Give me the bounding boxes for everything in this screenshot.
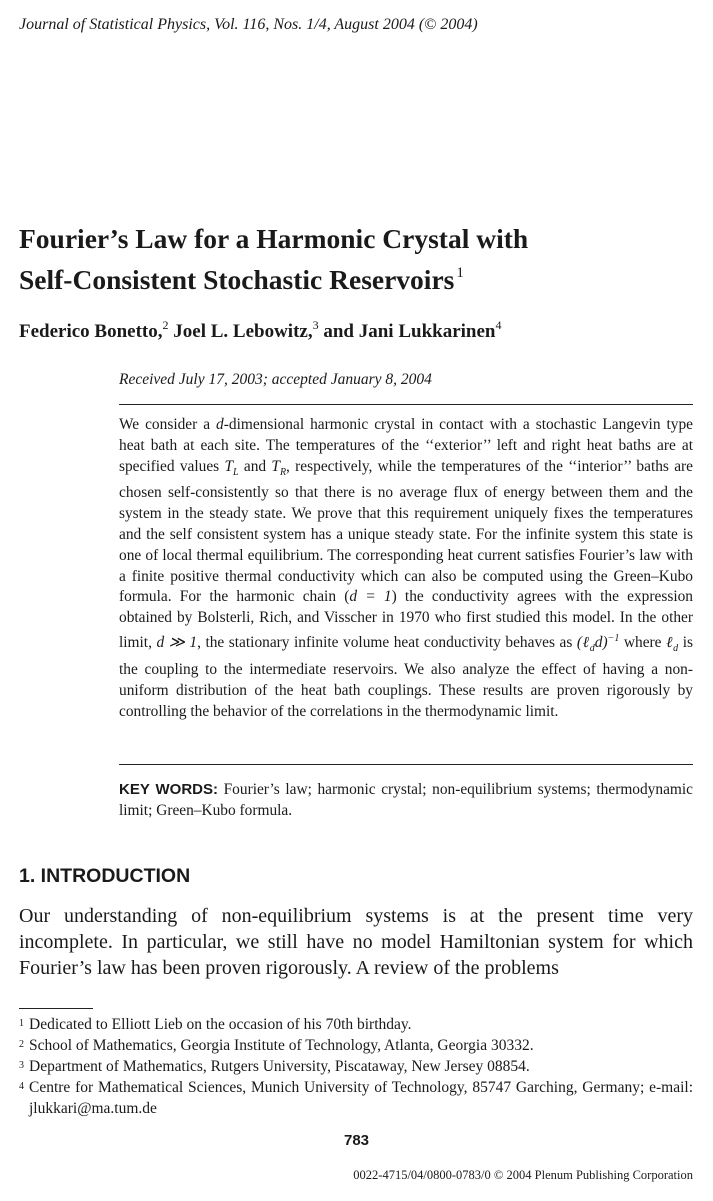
journal-header: Journal of Statistical Physics, Vol. 116, Nos. 1/4, August 2004 (© 2004) bbox=[19, 16, 478, 33]
abstract-text: ) the conductivity agrees with the expression obtained by Bolsterli, Rich, and Visscher in 1970 who first studied this model. In the other limit, bbox=[119, 588, 693, 652]
title-footnote-mark: 1 bbox=[456, 265, 464, 281]
footnote-text: School of Mathematics, Georgia Institute of Technology, Atlanta, Georgia 30332. bbox=[29, 1037, 534, 1054]
math-tr: $T_R$ bbox=[271, 457, 287, 478]
author-bonetto: Federico Bonetto, bbox=[19, 321, 163, 342]
abstract bbox=[119, 415, 693, 722]
title-line-1: Fourier’s Law for a Harmonic Crystal with bbox=[19, 223, 529, 254]
footnote-mark: 3 bbox=[19, 1060, 24, 1071]
footnote-text: Department of Mathematics, Rutgers University, Piscataway, New Jersey 08854. bbox=[29, 1058, 530, 1075]
footnote-rule bbox=[19, 1008, 93, 1009]
received-dates: Received July 17, 2003; accepted January 8, 2004 bbox=[119, 371, 432, 388]
author-lebowitz: Joel L. Lebowitz, bbox=[173, 321, 313, 342]
author-mark: 2 bbox=[162, 318, 169, 332]
title-line-2: Self-Consistent Stochastic Reservoirs bbox=[19, 264, 455, 295]
abstract-text: and bbox=[238, 457, 272, 475]
math-ell-d: ℓ$_d$ bbox=[666, 634, 679, 655]
page-number: 783 bbox=[343, 1132, 370, 1149]
footnote bbox=[19, 1014, 693, 1035]
copyright-line: 0022-4715/04/0800-0783/0 © 2004 Plenum Publishing Corporation bbox=[353, 1168, 693, 1182]
abstract-text: We consider a bbox=[119, 416, 217, 433]
abstract-text: -dimensional harmonic crystal in contact with a stochastic Langevin type heat bath at each site. The temperatures of the ‘‘exterior’’ left and right heat baths are at specified values bbox=[119, 416, 693, 475]
footnote-mark: 2 bbox=[19, 1039, 24, 1050]
footnote-mark: 4 bbox=[19, 1081, 24, 1092]
math-d: d bbox=[216, 416, 224, 433]
author-lukkarinen: and Jani Lukkarinen bbox=[323, 321, 496, 342]
footnote bbox=[19, 1056, 693, 1077]
math-tl: $T_L$ bbox=[224, 457, 239, 478]
abstract-text: , the stationary infinite volume heat conductivity behaves as bbox=[197, 634, 577, 652]
section-heading: 1. INTRODUCTION bbox=[19, 865, 191, 887]
footnote bbox=[19, 1035, 693, 1056]
author-mark: 4 bbox=[495, 318, 502, 332]
abstract-bottom-rule bbox=[119, 764, 693, 765]
math-d-much-greater-1: d ≫ 1 bbox=[156, 634, 198, 652]
key-words-label: KEY WORDS: bbox=[119, 781, 218, 798]
footnote-text: Dedicated to Elliott Lieb on the occasion of his 70th birthday. bbox=[29, 1016, 412, 1033]
footnote bbox=[19, 1077, 693, 1119]
math-conductivity: (ℓ$_d$d)$^{-1}$ bbox=[576, 633, 620, 655]
key-words-text: Fourier’s law; harmonic crystal; non-equilibrium systems; thermodynamic limit; Green–Kubo formula. bbox=[119, 781, 693, 819]
abstract-text: , respectively, while the temperatures of the ‘‘interior’’ baths are chosen self-consistently so that there is no average flux of energy between them and the system in the steady state. We prove that this requirement uniquely fixes the temperatures and the self consistent system has a unique steady state. For the infinite system this state is one of local thermal equilibrium. The corresponding heat current satisfies Fourier’s law with a finite positive thermal conductivity which can also be computed using the Green–Kubo formula. For the harmonic chain ( bbox=[119, 457, 693, 606]
abstract-text: is the coupling to the intermediate reservoirs. We also analyze the effect of having a non-uniform distribution of the heat bath couplings. These results are proven rigorously by controlling the behavior of the correlations in the thermodynamic limit. bbox=[119, 634, 693, 720]
footnotes bbox=[19, 1014, 693, 1119]
footnote-text: Centre for Mathematical Sciences, Munich University of Technology, 85747 Garching, Germany; e-mail: jlukkari@ma.tum.de bbox=[29, 1079, 693, 1117]
footnote-mark: 1 bbox=[19, 1018, 24, 1029]
abstract-top-rule bbox=[119, 404, 693, 405]
paper-title bbox=[19, 222, 679, 297]
abstract-text: where bbox=[619, 634, 667, 652]
intro-paragraph: Our understanding of non-equilibrium systems is at the present time very incomplete. In particular, we still have no model Hamiltonian system for which Fourier’s law has been proven rigorously. A review of the problems bbox=[19, 905, 693, 979]
author-list bbox=[19, 318, 501, 343]
math-d-equals-1: d = 1 bbox=[349, 588, 392, 606]
key-words bbox=[119, 779, 693, 821]
author-mark: 3 bbox=[312, 318, 319, 332]
